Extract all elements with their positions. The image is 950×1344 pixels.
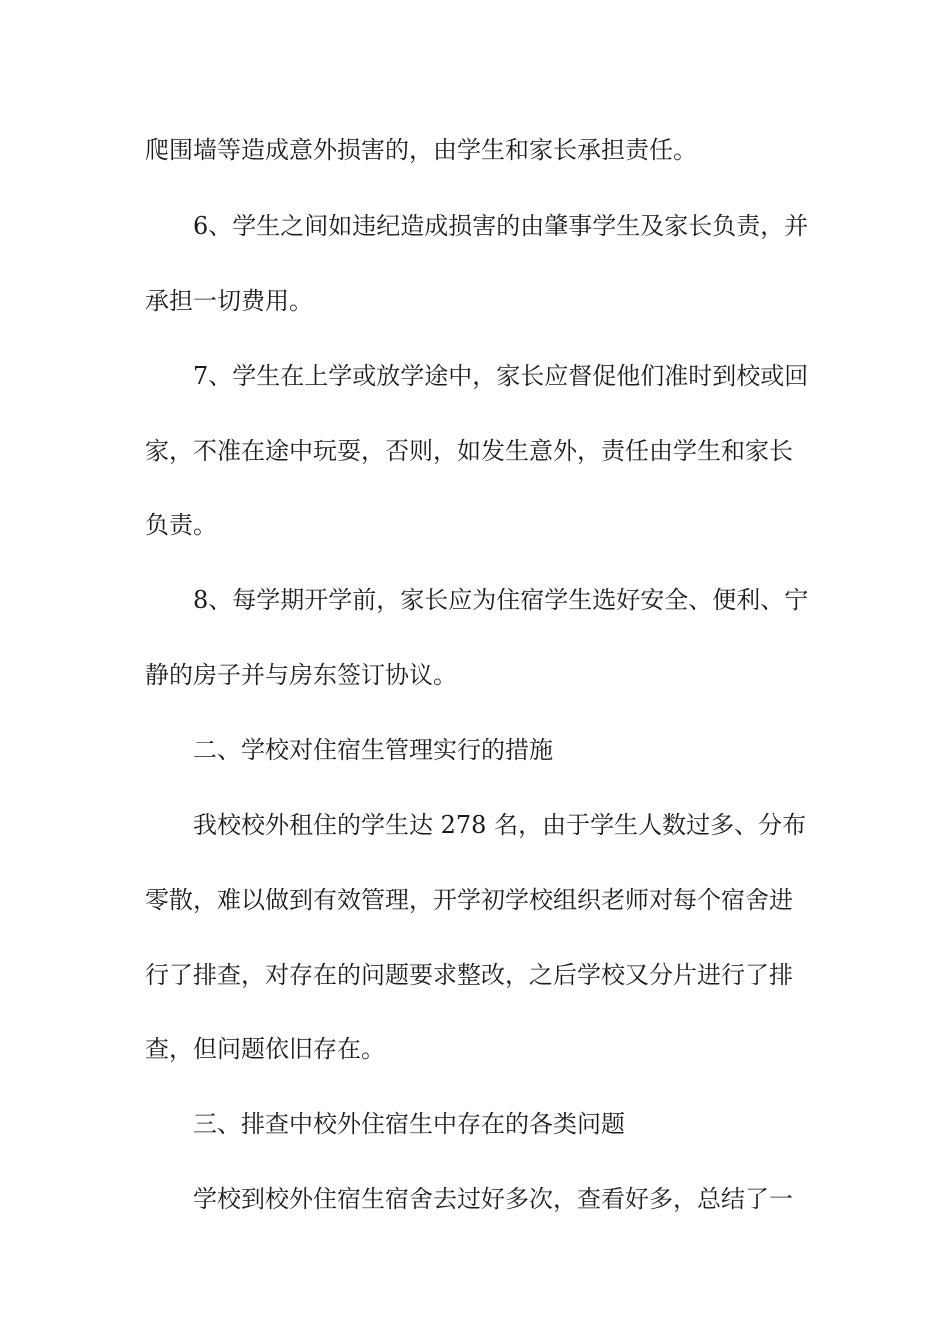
text-line: 学校到校外住宿生宿舍去过好多次，查看好多，总结了一 xyxy=(193,1185,793,1213)
text-line: 承担一切费用。 xyxy=(145,287,313,315)
text-line: 6、学生之间如违纪造成损害的由肇事学生及家长负责，并 xyxy=(193,212,809,240)
section-heading: 三、排查中校外住宿生中存在的各类问题 xyxy=(193,1110,625,1138)
text-line: 查，但问题依旧存在。 xyxy=(145,1035,385,1063)
text-line: 零散，难以做到有效管理，开学初学校组织老师对每个宿舍进 xyxy=(145,886,793,914)
text-line: 负责。 xyxy=(145,511,217,539)
text-line: 我校校外租住的学生达 278 名，由于学生人数过多、分布 xyxy=(193,811,807,839)
text-line: 家，不准在途中玩耍，否则，如发生意外，责任由学生和家长 xyxy=(145,437,793,465)
text-line: 爬围墙等造成意外损害的，由学生和家长承担责任。 xyxy=(145,136,697,164)
section-heading: 二、学校对住宿生管理实行的措施 xyxy=(193,736,553,764)
text-line: 静的房子并与房东签订协议。 xyxy=(145,661,457,689)
text-line: 7、学生在上学或放学途中，家长应督促他们准时到校或回 xyxy=(193,362,809,390)
text-line: 行了排查，对存在的问题要求整改，之后学校又分片进行了排 xyxy=(145,961,793,989)
text-line: 8、每学期开学前，家长应为住宿学生选好安全、便利、宁 xyxy=(193,586,809,614)
